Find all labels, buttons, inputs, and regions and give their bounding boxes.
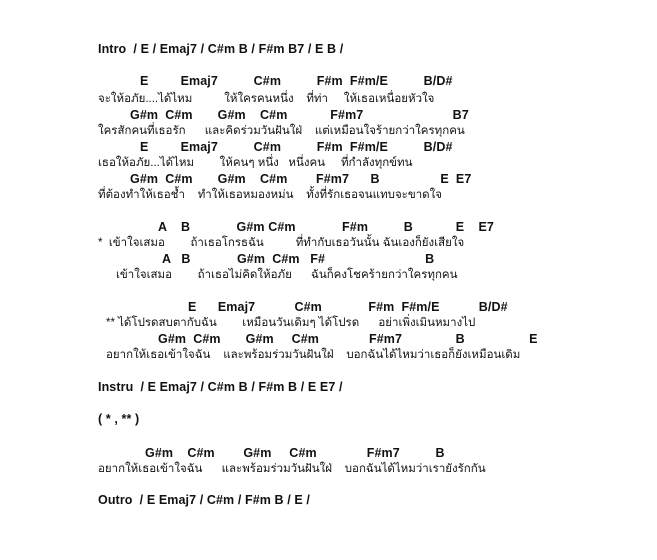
chorus2-chords-1: E Emaj7 C#m F#m F#m/E B/D# — [188, 300, 508, 314]
verse1-lyrics-4: ที่ต้องทำให้เธอช้ำ ทำให้เธอหมองหม่น ทั้งที่รักเธอจนแทบจะขาดใจ — [98, 189, 443, 201]
chorus2-lyrics-1: ** ได้โปรดสบตากับฉัน เหมือนวันเดิมๆ ได้โปรด อย่าเพิ่งเมินหมางไป — [106, 317, 476, 329]
instru-line: Instru / E Emaj7 / C#m B / F#m B / E E7 / — [98, 380, 343, 394]
chorus1-chords-2: A B G#m C#m F# B — [162, 252, 435, 266]
chorus1-lyrics-2: เข้าใจเสมอ ถ้าเธอไม่คิดให้อภัย ฉันก็คงโชคร้ายกว่าใครทุกคน — [116, 269, 458, 281]
bridge-lyrics: อยากให้เธอเข้าใจฉัน และพร้อมร่วมวันฝันใฝ่ บอกฉันได้ไหมว่าเรายังรักกัน — [98, 463, 486, 475]
outro-line: Outro / E Emaj7 / C#m / F#m B / E / — [98, 493, 310, 507]
verse1-lyrics-1: จะให้อภัย....ได้ไหม ให้ใครคนหนึ่ง ที่ท่า ให้เธอเหนื่อยหัวใจ — [98, 93, 435, 105]
chorus2-lyrics-2: อยากให้เธอเข้าใจฉัน และพร้อมร่วมวันฝันใฝ่ บอกฉันได้ไหมว่าเธอก็ยังเหมือนเดิม — [106, 349, 521, 361]
chorus1-chords-1: A B G#m C#m F#m B E E7 — [158, 220, 494, 234]
verse1-chords-3: E Emaj7 C#m F#m F#m/E B/D# — [140, 140, 453, 154]
verse1-chords-4: G#m C#m G#m C#m F#m7 B E E7 — [130, 172, 472, 186]
verse1-chords-1: E Emaj7 C#m F#m F#m/E B/D# — [140, 74, 453, 88]
repeat-marker: ( * , ** ) — [98, 412, 140, 426]
chorus2-chords-2: G#m C#m G#m C#m F#m7 B E — [158, 332, 538, 346]
chorus1-lyrics-1: * เข้าใจเสมอ ถ้าเธอโกรธฉัน ที่ทำกับเธอวันนั้น ฉันเองก็ยังเสียใจ — [98, 237, 465, 249]
bridge-chords: G#m C#m G#m C#m F#m7 B — [145, 446, 445, 460]
intro-line: Intro / E / Emaj7 / C#m B / F#m B7 / E B / — [98, 42, 344, 56]
verse1-chords-2: G#m C#m G#m C#m F#m7 B7 — [130, 108, 469, 122]
verse1-lyrics-2: ใครสักคนที่เธอรัก และคิดร่วมวันฝันใฝ่ แต่เหมือนใจร้ายกว่าใครทุกคน — [98, 125, 465, 137]
verse1-lyrics-3: เธอให้อภัย...ได้ไหม ให้คนๆ หนึ่ง หนึ่งคน ที่กำลังทุกข์ทน — [98, 157, 413, 169]
